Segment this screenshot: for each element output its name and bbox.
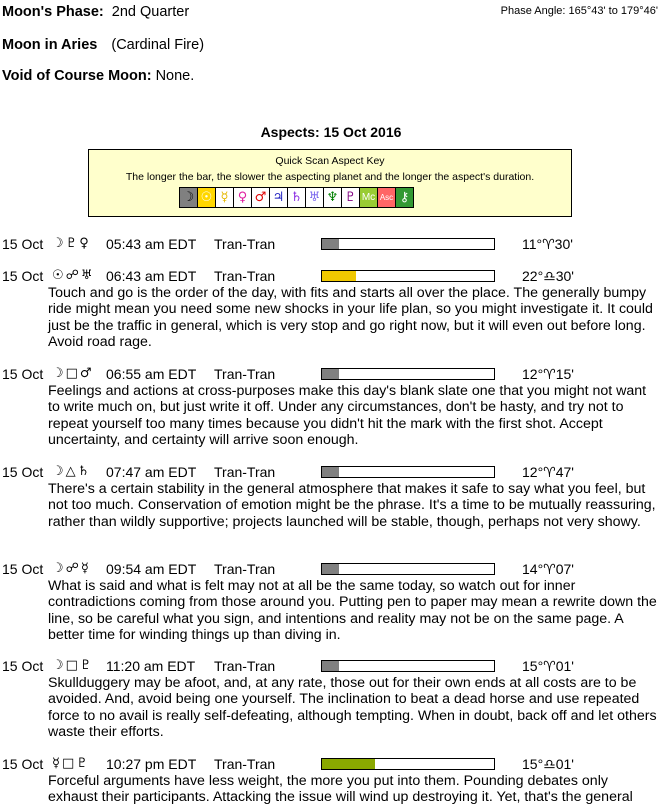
aspect-duration-bar [321, 466, 495, 478]
aspect-duration-bar [321, 368, 495, 380]
aspect-date: 15 Oct [2, 756, 44, 772]
aspect-time: 11:20 am EDT [106, 658, 196, 674]
aspect-glyphs: ☽△♄ [52, 464, 92, 479]
aspect-date: 15 Oct [2, 561, 44, 577]
aspect-duration-fill [322, 239, 339, 249]
phase-angle: Phase Angle: 165°43' to 179°46' [500, 5, 658, 17]
sun-icon: ☉ [197, 187, 216, 208]
void-of-course-line [2, 68, 194, 84]
aspect-position: 15°♎01' [522, 756, 574, 772]
void-label: Void of Course Moon: [2, 68, 152, 84]
aspect-description: Forceful arguments have less weight, the more you put into them. Pounding debates only exhaust their participants. Attacking the issue will wind up destroying it. Yet, that's the general [48, 773, 633, 806]
aspect-type: Tran-Tran [214, 658, 276, 674]
moon-sign-value: (Cardinal Fire) [111, 37, 205, 53]
aspect-glyphs: ☉☍♅ [52, 268, 95, 283]
aspect-description: There's a certain stability in the general atmosphere that makes it safe to say what you feel, but not too much. Conservation of emotion might be the phrase. It's a time to be mutually reassuring, rather than wildly supportive; projects launched will be stable, though, perhaps not very showy. [48, 481, 656, 530]
aspect-key-description: The longer the bar, the slower the aspecting planet and the longer the aspect's duration. [125, 171, 535, 183]
midheaven-icon: Mc [359, 187, 378, 208]
aspect-date: 15 Oct [2, 658, 44, 674]
aspect-position: 11°♈30' [522, 236, 573, 252]
aspect-glyphs: ☽□♂ [52, 366, 94, 381]
venus-icon: ♀ [233, 187, 252, 208]
aspect-duration-fill [322, 564, 339, 574]
aspect-glyphs: ☽☍☿ [52, 561, 91, 576]
aspect-duration-bar [321, 563, 495, 575]
aspect-duration-fill [322, 759, 375, 769]
saturn-icon: ♄ [287, 187, 306, 208]
aspect-glyphs: ☿□♇ [52, 756, 90, 771]
aspect-time: 09:54 am EDT [106, 561, 197, 577]
aspect-time: 06:55 am EDT [106, 366, 197, 382]
aspect-position: 22°♎30' [522, 268, 574, 284]
aspect-duration-fill [322, 369, 339, 379]
ascendant-icon: Asc [377, 187, 396, 208]
aspect-type: Tran-Tran [214, 236, 276, 252]
aspect-time: 10:27 pm EDT [106, 756, 197, 772]
moon-icon: ☽ [179, 187, 198, 208]
aspect-type: Tran-Tran [214, 366, 276, 382]
aspect-description: Skullduggery may be afoot, and, at any rate, those out for their own ends at all costs are to be avoided. And, avoid being one yourself. The inclination to beat a dead horse and use repeated force to no avail is really self-defeating, although tempting. When in doubt, back off and let others waste their efforts. [48, 675, 657, 741]
aspect-type: Tran-Tran [214, 561, 276, 577]
aspect-date: 15 Oct [2, 366, 44, 382]
aspect-date: 15 Oct [2, 268, 44, 284]
aspect-glyphs: ☽♇♀ [52, 236, 91, 251]
aspect-type: Tran-Tran [214, 268, 276, 284]
aspect-time: 07:47 am EDT [106, 464, 197, 480]
aspect-glyphs: ☽□♇ [52, 658, 94, 673]
aspect-duration-fill [322, 271, 356, 281]
pluto-icon: ♇ [341, 187, 360, 208]
chiron-icon: ⚷ [395, 187, 414, 208]
aspect-position: 15°♈01' [522, 658, 574, 674]
aspect-duration-bar [321, 238, 495, 250]
aspect-description: Touch and go is the order of the day, with fits and starts all over the place. The generally bumpy ride might mean you need some new shocks in your life plan, so you might investigate it. It could just be the traffic in general, which is very stop and go right now, but it will even out before long. Avoid road rage. [48, 285, 653, 351]
aspect-description: Feelings and actions at cross-purposes make this day's blank slate one that you might not want to write much on, but just write it off. Under any circumstances, don't be hasty, and try not to repeat yourself too many times because you didn't hit the mark with the first shot. Accept uncertainty, and certainty will arrive soon enough. [48, 383, 647, 449]
aspect-date: 15 Oct [2, 236, 44, 252]
aspect-key-icons [179, 187, 413, 208]
moon-phase-line [2, 4, 189, 20]
aspect-duration-bar [321, 270, 495, 282]
moon-sign-line [2, 37, 204, 53]
aspect-time: 06:43 am EDT [106, 268, 197, 284]
aspect-type: Tran-Tran [214, 464, 276, 480]
neptune-icon: ♆ [323, 187, 342, 208]
mercury-icon: ☿ [215, 187, 234, 208]
aspect-duration-bar [321, 660, 495, 672]
aspect-key-box [88, 149, 572, 217]
aspect-duration-bar [321, 758, 495, 770]
aspect-description: What is said and what is felt may not at all be the same today, so watch out for inner contradictions coming from those around you. Putting pen to paper may mean a rewrite down the line, so be careful what you sign, and intentions and reality may not be on the same page. A better time for winding things up than diving in. [48, 578, 657, 644]
aspect-position: 12°♈47' [522, 464, 574, 480]
aspect-position: 14°♈07' [522, 561, 574, 577]
aspect-duration-fill [322, 467, 339, 477]
uranus-icon: ♅ [305, 187, 324, 208]
moon-phase-label: Moon's Phase: [2, 4, 104, 20]
aspect-date: 15 Oct [2, 464, 44, 480]
moon-sign-label: Moon in Aries [2, 37, 98, 53]
aspect-time: 05:43 am EDT [106, 236, 197, 252]
aspect-type: Tran-Tran [214, 756, 276, 772]
mars-icon: ♂ [251, 187, 270, 208]
aspect-key-title: Quick Scan Aspect Key [275, 155, 385, 167]
moon-phase-value: 2nd Quarter [111, 4, 190, 20]
aspect-position: 12°♈15' [522, 366, 574, 382]
void-value: None. [155, 68, 195, 84]
aspect-duration-fill [322, 661, 339, 671]
page-title: Aspects: 15 Oct 2016 [260, 124, 402, 140]
jupiter-icon: ♃ [269, 187, 288, 208]
